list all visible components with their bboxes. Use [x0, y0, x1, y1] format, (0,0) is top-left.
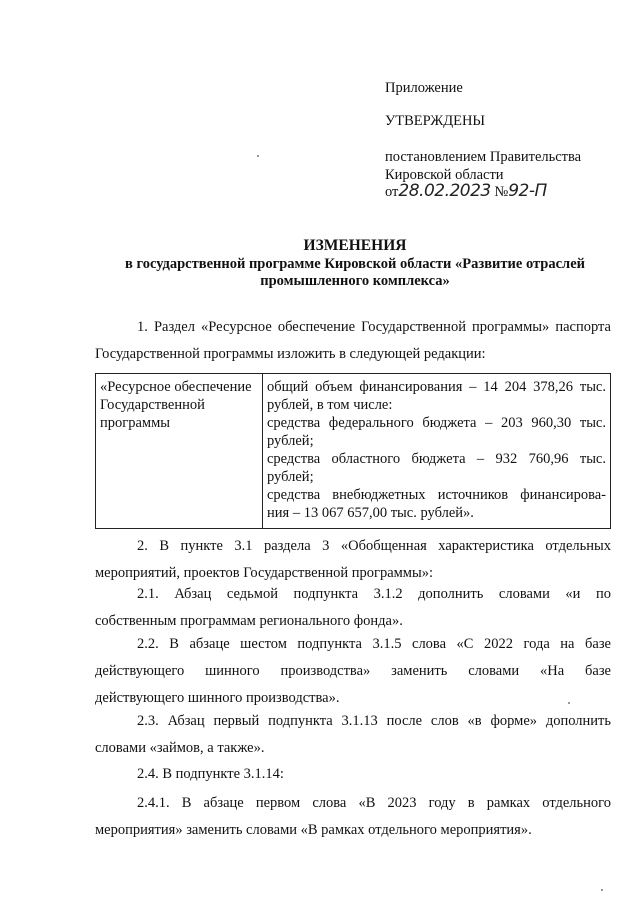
document-subtitle-line-1: в государственной программе Кировской области «Развитие отраслей	[125, 256, 585, 272]
paragraph-1-line-1: 1. Раздел «Ресурсное обеспечение Государственной программы» паспорта	[137, 319, 611, 335]
number-prefix: №	[494, 184, 509, 200]
table-content-line: средства федерального бюджета – 203 960,30 тыс.	[267, 415, 606, 431]
table-heading-line: программы	[100, 415, 170, 431]
resolution-date-line	[385, 182, 547, 201]
table-content-line: рублей;	[267, 433, 314, 449]
scan-speck	[568, 702, 570, 704]
table-heading-line: Государственной	[100, 397, 205, 413]
paragraph-2-4-1	[95, 790, 611, 844]
paragraph-1-line-2: Государственной программы изложить в следующей редакции:	[95, 346, 486, 362]
table-content-line: ния – 13 067 657,00 тыс. рублей».	[267, 505, 474, 521]
document-title: ИЗМЕНЕНИЯ	[303, 237, 407, 254]
paragraph-2-3-line-2: словами «займов, а также».	[95, 740, 265, 756]
resources-table	[95, 373, 611, 529]
paragraph-2-2-line-3: действующего шинного производства».	[95, 690, 340, 706]
date-prefix: от	[385, 184, 399, 200]
resolution-line-1: постановлением Правительства	[385, 149, 582, 165]
resolution-line-2: Кировской области	[385, 167, 504, 183]
scan-speck	[601, 889, 603, 891]
paragraph-2-4-1-line-2: мероприятия» заменить словами «В рамках отдельного мероприятия».	[95, 822, 532, 838]
scan-speck	[257, 155, 259, 157]
paragraph-2-3	[95, 708, 611, 762]
table-row	[96, 374, 611, 529]
paragraph-2-line-1: 2. В пункте 3.1 раздела 3 «Обобщенная характеристика отдельных	[137, 538, 611, 554]
table-content-line: средства областного бюджета – 932 760,96 тыс.	[267, 451, 606, 467]
handwritten-date: 28.02.2023	[398, 181, 491, 201]
paragraph-2-2	[95, 631, 611, 712]
paragraph-2-3-line-1: 2.3. Абзац первый подпункта 3.1.13 после слов «в форме» дополнить	[137, 713, 611, 729]
paragraph-2-1-line-1: 2.1. Абзац седьмой подпункта 3.1.2 дополнить словами «и по	[137, 586, 611, 602]
approved-label: УТВЕРЖДЕНЫ	[385, 113, 486, 129]
paragraph-2-1-line-2: собственным программам регионального фонда».	[95, 613, 403, 629]
paragraph-2-4-1-line-1: 2.4.1. В абзаце первом слова «В 2023 году в рамках отдельного	[137, 795, 611, 811]
table-content-line: общий объем финансирования – 14 204 378,26 тыс.	[267, 379, 606, 395]
paragraph-2-2-line-1: 2.2. В абзаце шестом подпункта 3.1.5 слова «С 2022 года на базе	[137, 636, 611, 652]
table-content-line: рублей, в том числе:	[267, 397, 393, 413]
table-content-line: средства внебюджетных источников финансирова-	[267, 487, 606, 503]
table-cell-content	[263, 374, 611, 529]
table-heading-line: «Ресурсное обеспечение	[100, 379, 252, 395]
handwritten-number: 92-П	[508, 181, 547, 201]
paragraph-2-1	[95, 581, 611, 635]
table-cell-heading	[96, 374, 263, 529]
table-content-line: рублей;	[267, 469, 314, 485]
paragraph-1	[95, 314, 611, 368]
paragraph-2-4: 2.4. В подпункте 3.1.14:	[137, 766, 284, 782]
paragraph-2-2-line-2: действующего шинного производства» заменить словами «На базе	[95, 663, 611, 679]
document-subtitle-line-2: промышленного комплекса»	[260, 273, 450, 289]
paragraph-2	[95, 533, 611, 587]
appendix-label: Приложение	[385, 80, 463, 96]
paragraph-2-line-2: мероприятий, проектов Государственной программы»:	[95, 565, 434, 581]
